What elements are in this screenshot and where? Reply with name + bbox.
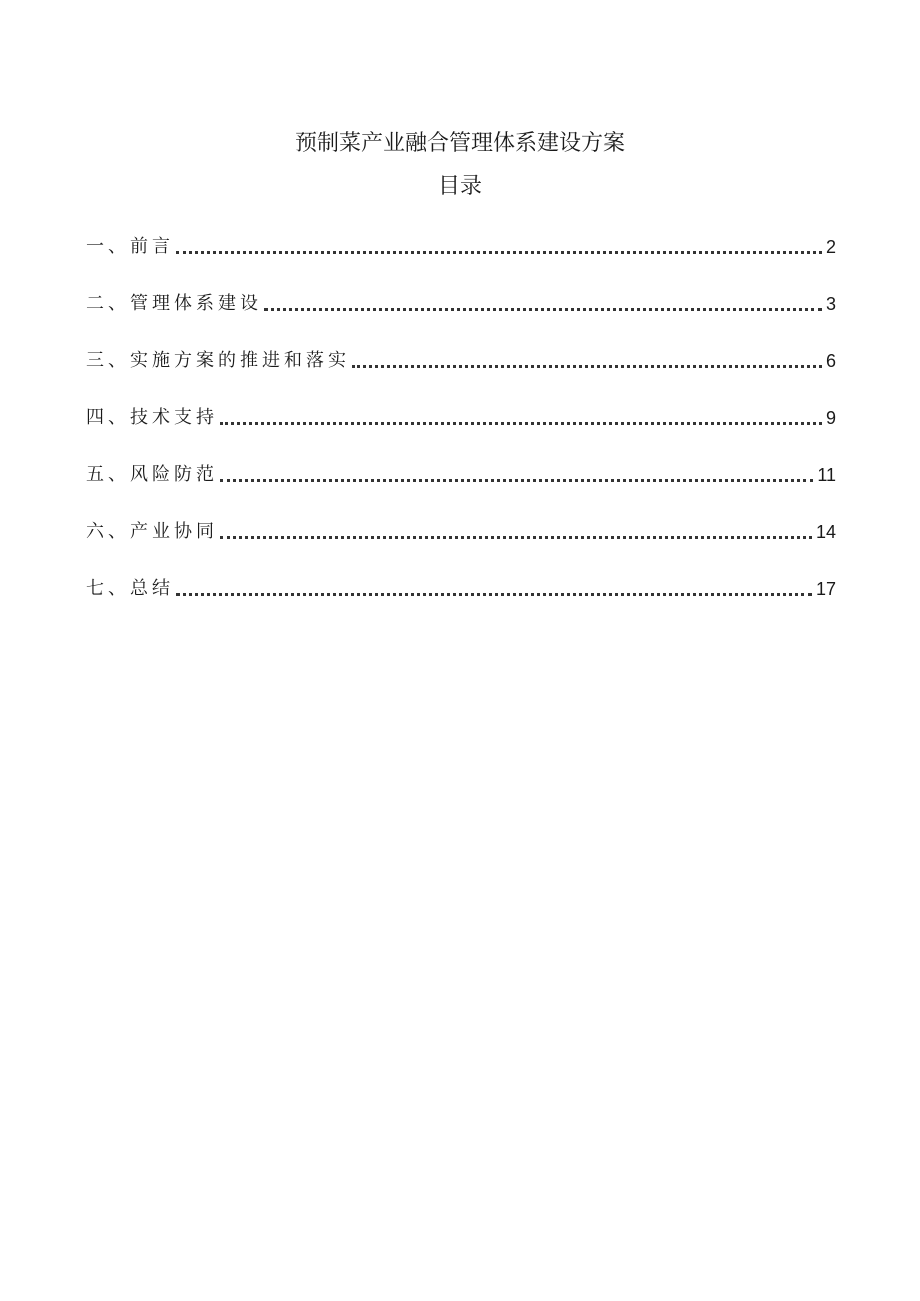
toc-entry[interactable] [86,545,836,602]
toc-dot-leader [220,422,822,425]
table-of-contents [86,230,836,602]
toc-heading: 目录 [437,174,482,199]
toc-entry-label: 七、总结 [86,578,174,599]
toc-dot-leader [352,365,822,368]
toc-entry-page: 14 [815,522,836,542]
toc-entry-label: 六、产业协同 [86,521,218,542]
toc-entry[interactable] [86,230,836,260]
toc-dot-leader [176,251,822,254]
toc-entry-page: 6 [825,351,836,371]
toc-entry-label: 五、风险防范 [86,464,218,485]
toc-entry[interactable] [86,260,836,317]
toc-entry-label: 四、技术支持 [86,407,218,428]
toc-entry-label: 一、前言 [86,236,174,257]
toc-entry-page: 3 [825,294,836,314]
toc-entry-page: 2 [825,237,836,257]
toc-entry-page: 9 [825,408,836,428]
toc-entry-label: 二、管理体系建设 [86,293,262,314]
toc-dot-leader [220,536,812,539]
toc-entry[interactable] [86,317,836,374]
toc-entry-page: 11 [817,465,836,485]
toc-entry[interactable] [86,488,836,545]
toc-dot-leader [176,593,812,596]
toc-dot-leader [220,479,813,482]
toc-entry-page: 17 [815,579,836,599]
toc-entry-label: 三、实施方案的推进和落实 [86,350,350,371]
toc-entry[interactable] [86,374,836,431]
toc-dot-leader [264,308,822,311]
document-title: 预制菜产业融合管理体系建设方案 [294,131,625,156]
toc-entry[interactable] [86,431,836,488]
